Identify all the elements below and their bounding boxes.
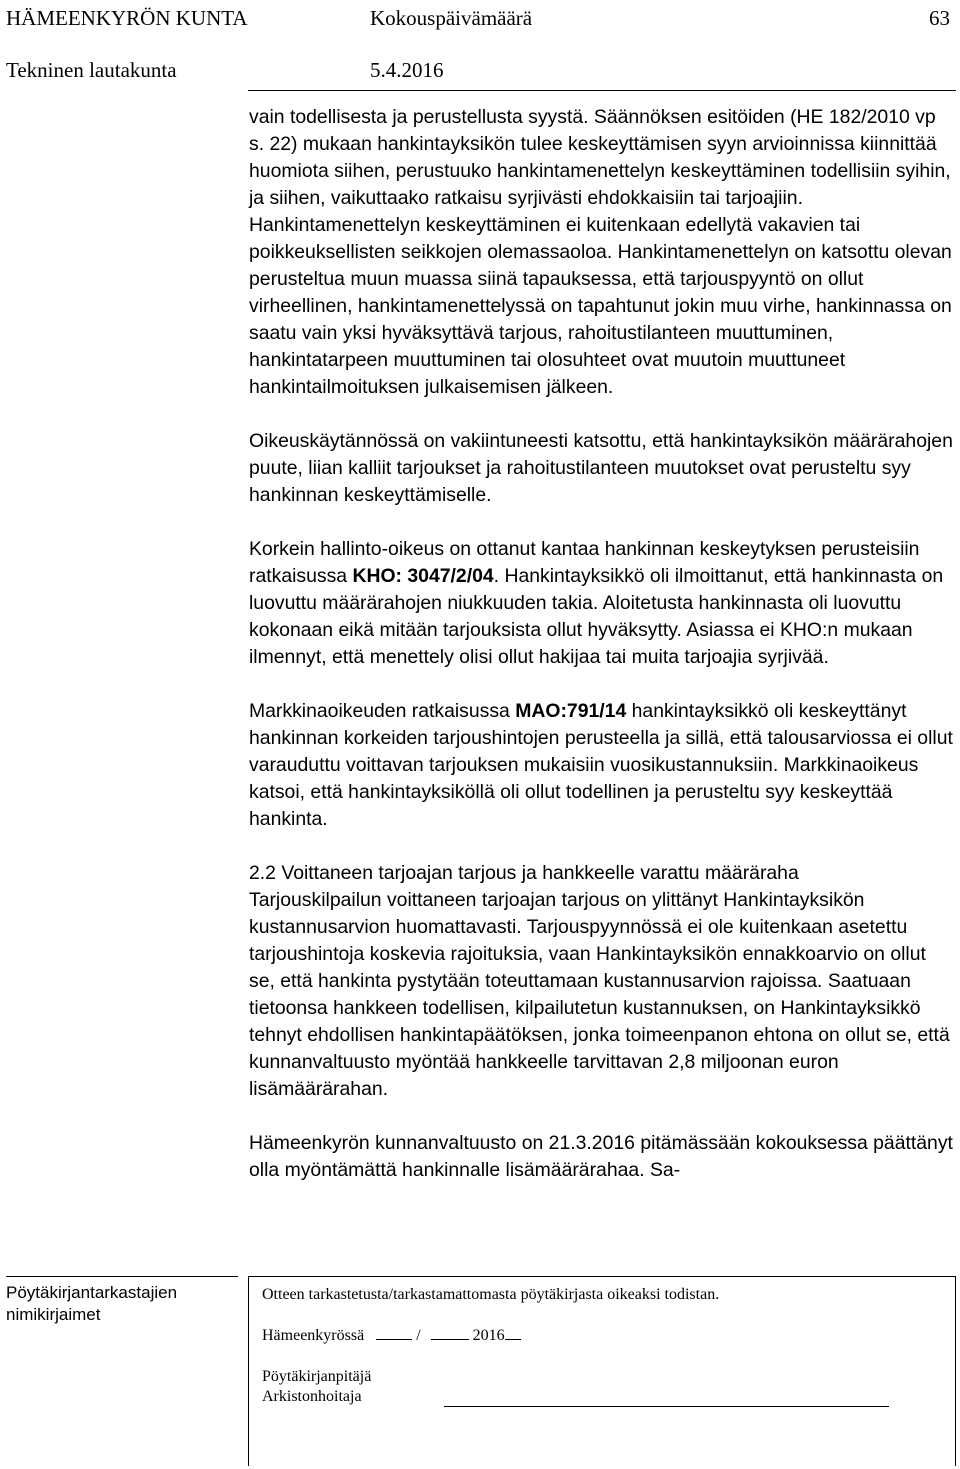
year-blank	[505, 1325, 521, 1340]
archivist-label: Arkistonhoitaja	[262, 1388, 362, 1405]
kho-text-a: Korkein hallinto-oikeus on ottanut kantaa hankinnan keskeytyksen perusteisiin ratkaisussa	[249, 538, 920, 587]
examiners-initials-box: Pöytäkirjantarkastajien nimikirjaimet	[6, 1276, 238, 1466]
signature-line	[444, 1386, 889, 1407]
date-separator: /	[416, 1327, 421, 1344]
paragraph-offer: Tarjouskilpailun voittaneen tarjoajan tarjous on ylittänyt Hankintayksikön kustannusarvion huomattavasti. Tarjouspyynnössä ei ole kuitenkaan asetettu tarjoushintoja koskevia rajoituksia, vaan Hankintayksikön ennakkoarvio on ollut se, että hankinta pystytään toteuttamaan kustannusarvion rajoissa. Saatuaan tietoonsa hankkeen todellisen, kilpailutetun kustannuksen, on Hankintayksikkö tehnyt ehdollisen hankintapäätöksen, jonka toimeenpanon ehtona on ollut se, että kunnanvaltuusto myöntää hankkeelle tarvittavan 2,8 miljoonan euron lisämäärärahan.	[249, 889, 950, 1100]
paragraph-mao	[249, 698, 954, 833]
meeting-date: 5.4.2016	[370, 58, 444, 82]
paragraph-grounds: vain todellisesta ja perustellusta syystä. Säännöksen esitöiden (HE 182/2010 vp s. 22) mukaan hankintayksikön tulee keskeyttämisen syyn arvioinnissa kiinnittää huomiota siihen, perustuuko hankintamenettelyn keskeyttäminen todellisiin syihin, ja siihen, vaikuttaako ratkaisu syrjivästi ehdokkaisiin tai tarjoajiin. Hankintamenettelyn keskeyttäminen ei kuitenkaan edellytä vakavien tai poikkeuksellisten seikkojen olemassaoloa. Hankintamenettelyn on katsottu olevan perusteltua muun muassa siinä tapauksessa, että tarjouspyyntö on ollut virheellinen, hankintamenettelyssä on tapahtunut jokin muu virhe, hankinnassa on saatu vain yksi hyväksyttävä tarjous, rahoitustilanteen muuttuminen, hankintatarpeen muuttuminen tai olosuhteet ovat muutoin muuttuneet hankintailmoituksen julkaisemisen jälkeen.	[249, 106, 952, 398]
mao-text-b: hankintayksikkö oli keskeyttänyt hankinnan korkeiden tarjoushintojen perusteella ja sillä, että talousarviossa ei ollut varauduttu voittavan tarjouksen mukaisiin vuosikustannuksiin. Markkinaoikeus katsoi, että hankintayksiköllä oli ollut todellinen ja perusteltu syy keskeyttää hankinta.	[249, 700, 953, 830]
place-name: Hämeenkyrössä	[262, 1327, 365, 1344]
document-body	[249, 104, 954, 1184]
kho-text-b: . Hankintayksikkö oli ilmoittanut, että hankinnasta on luovuttu määrärahojen niukkuuden takia. Aloitetusta hankinnasta oli luovuttu kokonaan eikä mitään tarjouksista ollut hyväksytty. Asiassa ei KHO:n mukaan ilmennyt, että menettely olisi ollut hakijaa tai muita tarjoajia syrjivää.	[249, 565, 944, 668]
mao-text-a: Markkinaoikeuden ratkaisussa	[249, 700, 516, 722]
signature-place-line	[262, 1325, 521, 1346]
section-heading: 2.2 Voittaneen tarjoajan tarjous ja hankkeelle varattu määräraha	[249, 862, 799, 884]
header-divider	[248, 90, 956, 91]
paragraph-kho	[249, 536, 954, 671]
signature-footer	[0, 1276, 960, 1469]
secretary-label: Pöytäkirjanpitäjä	[262, 1368, 372, 1385]
certification-text: Otteen tarkastetusta/tarkastamattomasta pöytäkirjasta oikeaksi todistan.	[262, 1286, 720, 1303]
day-blank	[376, 1325, 412, 1340]
mao-reference: MAO:791/14	[515, 700, 627, 722]
page-number: 63	[929, 6, 950, 30]
municipality-name: HÄMEENKYRÖN KUNTA	[6, 6, 248, 30]
paragraph-case-law: Oikeuskäytännössä on vakiintuneesti katsottu, että hankintayksikön määrärahojen puute, liian kalliit tarjoukset ja rahoitustilanteen muutokset ovat perusteltu syy hankinnan keskeyttämiselle.	[249, 430, 953, 506]
signature-year: 2016	[472, 1327, 505, 1344]
certification-box	[248, 1276, 956, 1466]
meeting-date-label: Kokouspäivämäärä	[370, 6, 533, 30]
committee-name: Tekninen lautakunta	[6, 58, 177, 82]
month-blank	[431, 1325, 469, 1340]
kho-reference: KHO: 3047/2/04	[352, 565, 494, 587]
paragraph-council: Hämeenkyrön kunnanvaltuusto on 21.3.2016 pitämässään kokouksessa päättänyt olla myöntämättä hankinnalle lisämäärärahaa. Sa-	[249, 1132, 953, 1181]
